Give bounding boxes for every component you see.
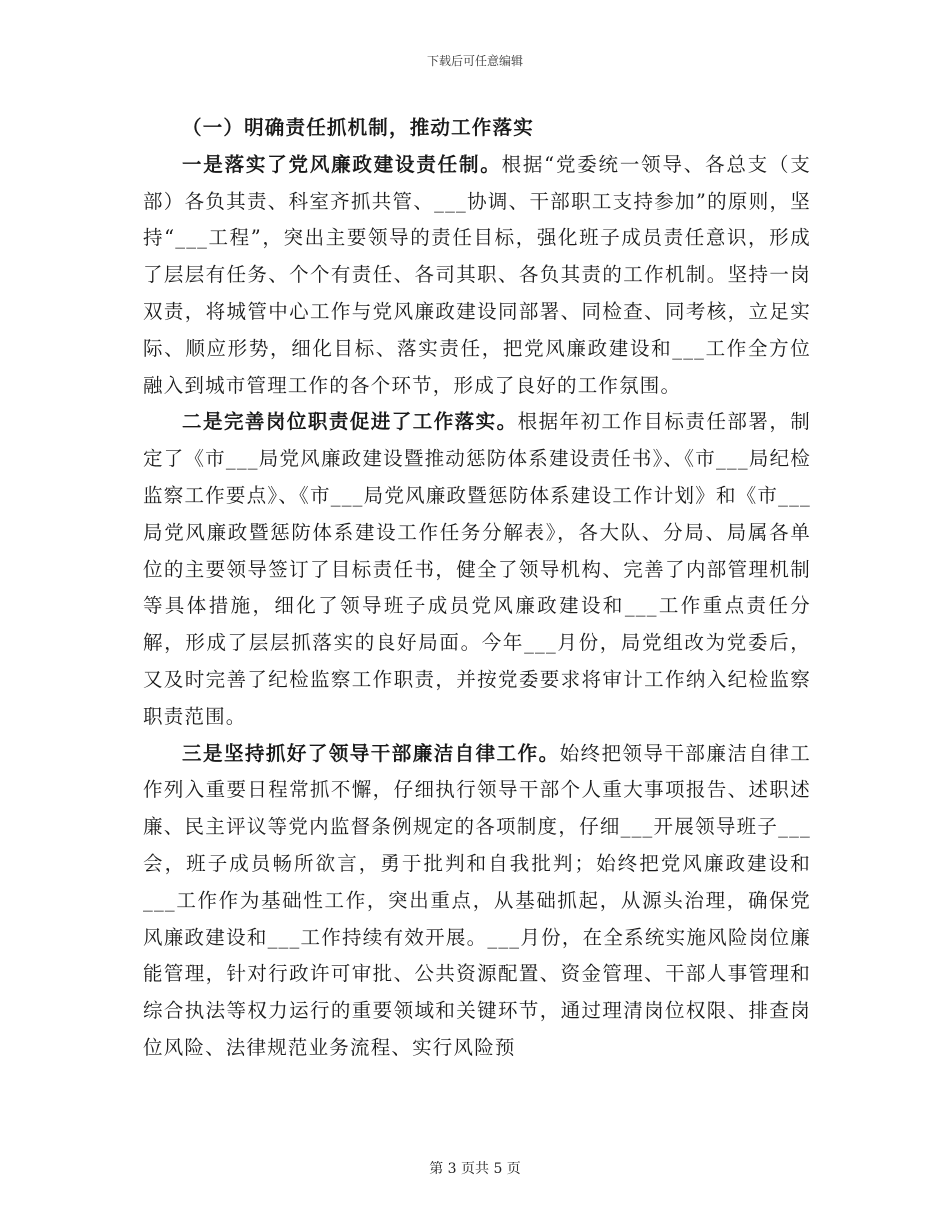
- page-header: 下载后可任意编辑: [426, 54, 523, 68]
- paragraph-responsibility-system: [143, 147, 811, 405]
- document-body: [143, 110, 811, 1067]
- paragraph-self-discipline: [143, 736, 811, 1067]
- paragraph-job-duties: [143, 404, 811, 735]
- page-footer: 第 3 页共 5 页: [429, 1161, 521, 1177]
- paragraph-lead: 二是完善岗位职责促进了工作落实。: [182, 410, 518, 434]
- paragraph-body: 根据年初工作目标责任部署，制定了《市___局党风廉政建设暨推动惩防体系建设责任书》、《市___局纪检监察工作要点》、《市___局党风廉政暨惩防体系建设工作计划》和《市___局党风廉政暨惩防体系建设工作任务分解表》，各大队、分局、局属各单位的主要领导签订了目标责任书，健全了领导机构、完善了内部管理机制等具体措施，细化了领导班子成员党风廉政建设和___工作重点责任分解，形成了层层抓落实的良好局面。今年___月份，局党组改为党委后，又及时完善了纪检监察工作职责，并按党委要求将审计工作纳入纪检监察职责范围。: [143, 410, 811, 728]
- paragraph-body: 始终把领导干部廉洁自律工作列入重要日程常抓不懈，仔细执行领导干部个人重大事项报告、述职述廉、民主评议等党内监督条例规定的各项制度，仔细___开展领导班子___会，班子成员畅所欲言，勇于批判和自我批判；始终把党风廉政建设和___工作作为基础性工作，突出重点，从基础抓起，从源头治理，确保党风廉政建设和___工作持续有效开展。___月份，在全系统实施风险岗位廉能管理，针对行政许可审批、公共资源配置、资金管理、干部人事管理和综合执法等权力运行的重要领域和关键环节，通过理清岗位权限、排查岗位风险、法律规范业务流程、实行风险预: [143, 741, 811, 1059]
- paragraph-lead: 一是落实了党风廉政建设责任制。: [182, 152, 502, 176]
- paragraph-lead: 三是坚持抓好了领导干部廉洁自律工作。: [182, 741, 560, 765]
- paragraph-body: 根据“党委统一领导、各总支（支部）各负其责、科室齐抓共管、___协调、干部职工支持参加”的原则，坚持“___工程”，突出主要领导的责任目标，强化班子成员责任意识，形成了层层有任务、个个有责任、各司其职、各负其责的工作机制。坚持一岗双责，将城管中心工作与党风廉政建设同部署、同检查、同考核，立足实际、顺应形势，细化目标、落实责任，把党风廉政建设和___工作全方位融入到城市管理工作的各个环节，形成了良好的工作氛围。: [143, 152, 811, 397]
- section-heading: （一）明确责任抓机制，推动工作落实: [182, 116, 534, 139]
